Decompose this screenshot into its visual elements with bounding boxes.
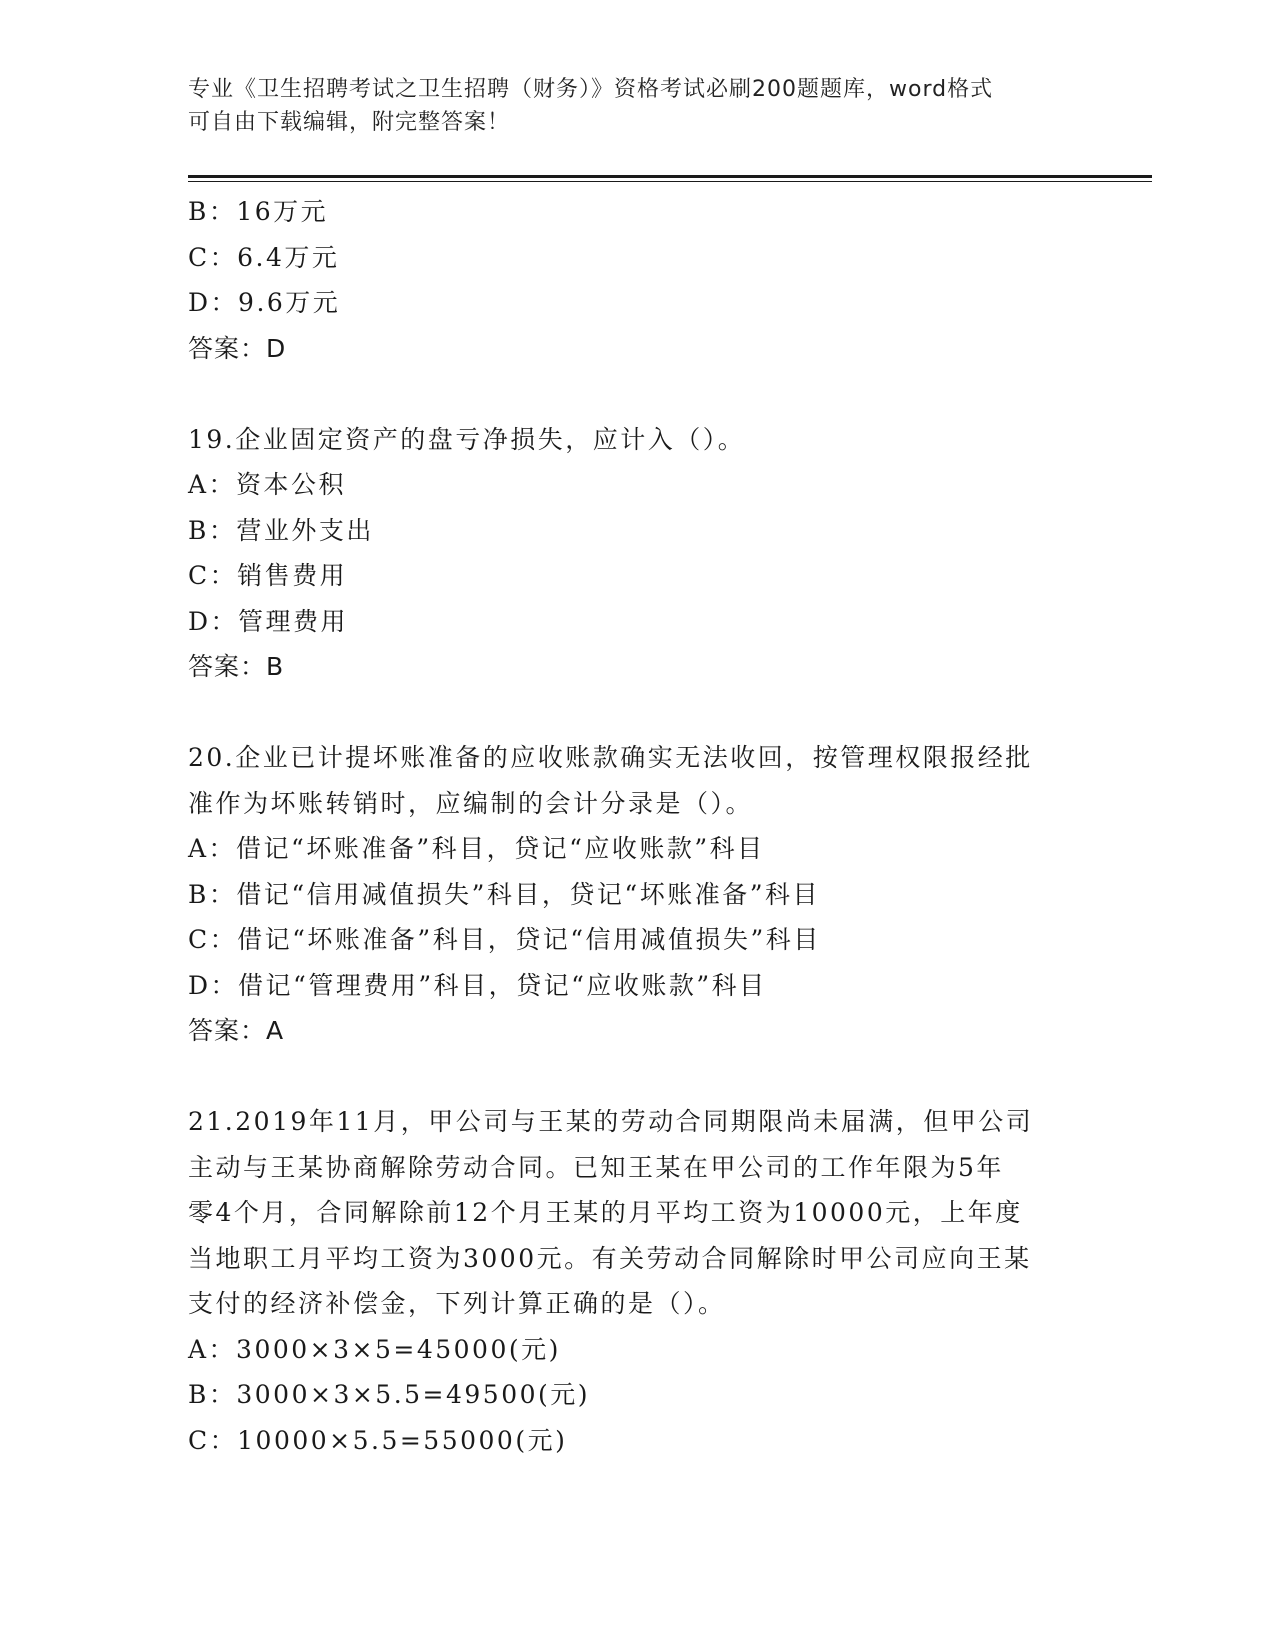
answer-line: 答案：D xyxy=(188,333,287,363)
question-21-text-line-1: 21.2019年11月，甲公司与王某的劳动合同期限尚未届满，但甲公司 xyxy=(188,1107,1034,1136)
question-20-text-line-2: 准作为坏账转销时，应编制的会计分录是（）。 xyxy=(188,788,754,818)
answer-line: 答案：B xyxy=(188,652,285,681)
question-21-text-line-2: 主动与王某协商解除劳动合同。已知王某在甲公司的工作年限为5年 xyxy=(188,1152,1004,1182)
question-19 xyxy=(188,417,1088,690)
header-line-1: 专业《卫生招聘考试之卫生招聘（财务）》资格考试必刷200题题库，word格式 xyxy=(188,77,994,102)
spacer xyxy=(188,1054,1088,1100)
option-c: C：10000×5.5=55000(元) xyxy=(188,1425,568,1455)
question-20-text-line-1: 20.企业已计提坏账准备的应收账款确实无法收回，按管理权限报经批 xyxy=(188,743,1033,772)
option-b: B：16万元 xyxy=(188,197,329,226)
option-d: D：管理费用 xyxy=(188,606,349,636)
option-d: D：借记“管理费用”科目，贷记“应收账款”科目 xyxy=(188,970,767,1000)
answer-line: 答案：A xyxy=(188,1016,285,1045)
question-21 xyxy=(188,1099,1088,1463)
question-19-text: 19.企业固定资产的盘亏净损失，应计入（）。 xyxy=(188,424,746,454)
header-rule-thin xyxy=(188,181,1152,182)
option-c: C：6.4万元 xyxy=(188,242,340,272)
header-rule-thick xyxy=(188,175,1152,178)
option-d: D：9.6万元 xyxy=(188,288,341,317)
question-content xyxy=(188,189,1088,1463)
previous-question-block xyxy=(188,189,1088,371)
option-c: C：销售费用 xyxy=(188,561,348,590)
option-b: B：3000×3×5.5=49500(元) xyxy=(188,1380,591,1409)
option-b: B：借记“信用减值损失”科目，贷记“坏账准备”科目 xyxy=(188,879,820,909)
option-a: A：3000×3×5=45000(元) xyxy=(188,1334,561,1364)
question-21-text-line-3: 零4个月，合同解除前12个月王某的月平均工资为10000元，上年度 xyxy=(188,1198,1023,1227)
option-a: A：借记“坏账准备”科目，贷记“应收账款”科目 xyxy=(188,834,765,863)
question-21-text-line-5: 支付的经济补偿金，下列计算正确的是（）。 xyxy=(188,1289,726,1318)
spacer xyxy=(188,690,1088,736)
question-20 xyxy=(188,735,1088,1054)
option-a: A：资本公积 xyxy=(188,470,347,499)
option-c: C：借记“坏账准备”科目，贷记“信用减值损失”科目 xyxy=(188,925,821,954)
document-header xyxy=(188,73,1068,139)
option-b: B：营业外支出 xyxy=(188,515,374,545)
question-21-text-line-4: 当地职工月平均工资为3000元。有关劳动合同解除时甲公司应向王某 xyxy=(188,1243,1032,1273)
header-line-2: 可自由下载编辑，附完整答案！ xyxy=(188,110,511,135)
spacer xyxy=(188,371,1088,417)
